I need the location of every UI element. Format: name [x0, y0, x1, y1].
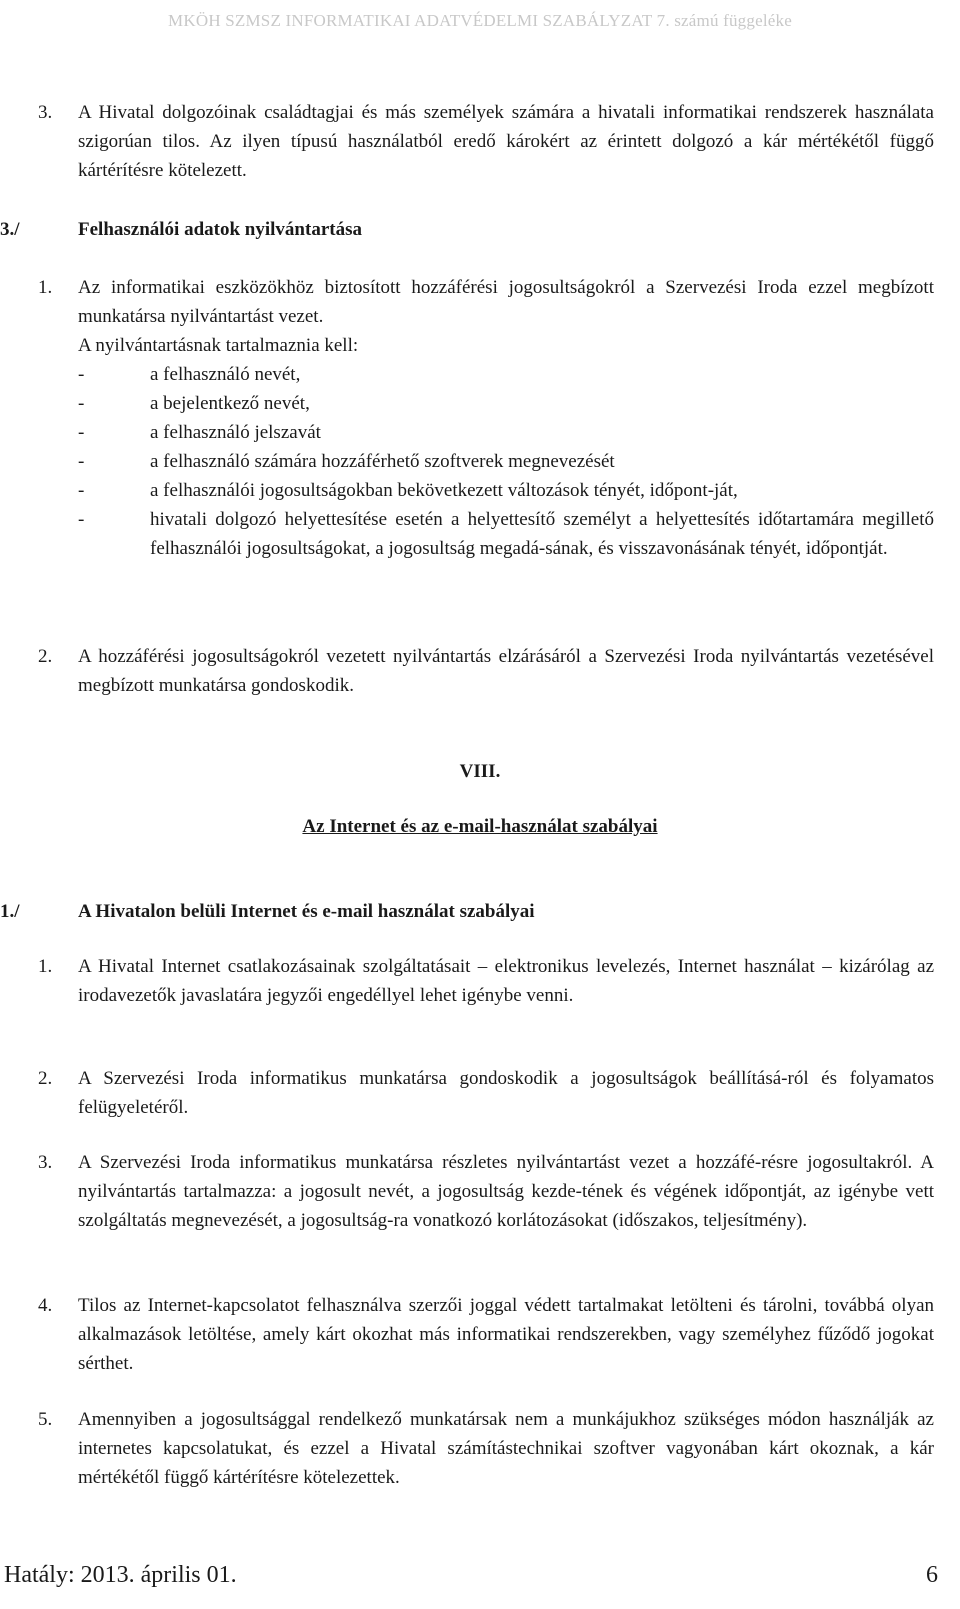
section-1-number: 1./ — [0, 901, 20, 922]
list-item-text: a felhasználó számára hozzáférhető szoftverek megnevezését — [150, 451, 615, 472]
list-item — [78, 418, 934, 447]
section-3-number: 3./ — [0, 219, 20, 240]
section-1-item-number: 1. — [38, 956, 53, 977]
list-item-text: a felhasználói jogosultságokban bekövetkezett változások tényét, időpont-ját, — [150, 480, 738, 501]
footer-effective-date: Hatály: 2013. április 01. — [4, 1562, 237, 1588]
list-item — [78, 360, 934, 389]
section-1-item-text: Tilos az Internet-kapcsolatot felhasználva szerzői joggal védett tartalmakat letölteni és tárolni, továbbá olyan alkalmazások letöltése, amely kárt okozhat más informatikai rendszerekben, vagy személyhez fűződő jogokat sérthet. — [78, 1295, 934, 1374]
chapter-number: VIII. — [459, 761, 501, 782]
section-3-item-2-text: A hozzáférési jogosultságokról vezetett nyilvántartás elzárásáról a Szervezési Iroda nyilvántartás vezetésével megbízott munkatársa gondoskodik. — [78, 646, 934, 696]
list-item-text: a bejelentkező nevét, — [150, 393, 310, 414]
section-3-item-2 — [38, 642, 934, 700]
list-item — [78, 505, 934, 563]
section-1-item-text: A Szervezési Iroda informatikus munkatársa részletes nyilvántartást vezet a hozzáfé-résre jogosultakról. A nyilvántartás tartalmazza: a jogosult nevét, a jogosultság kezde-tének és végének időpontját, az igénybe vett szolgáltatás megnevezését, a jogosultság-ra vonatkozó korlátozásokat (időszakos, teljesítmény). — [78, 1152, 934, 1231]
list-dash: - — [78, 509, 85, 530]
list-item — [78, 447, 934, 476]
page-number: 6 — [926, 1562, 938, 1588]
section-3-item-1-number: 1. — [38, 277, 53, 298]
section-1-item-number: 2. — [38, 1068, 53, 1089]
list-item — [78, 389, 934, 418]
list-dash: - — [78, 451, 85, 472]
section-3-item-1-text: Az informatikai eszközökhöz biztosított hozzáférési jogosultságokról a Szervezési Iroda ezzel megbízott munkatársa nyilvántartást vezet. — [78, 277, 934, 327]
list-item-text: a felhasználó jelszavát — [150, 422, 321, 443]
section-1-item — [38, 952, 934, 1010]
section-1-item-text: A Szervezési Iroda informatikus munkatársa gondoskodik a jogosultságok beállításá-ról és folyamatos felügyeletéről. — [78, 1068, 934, 1118]
section-1-item-number: 4. — [38, 1295, 53, 1316]
section-1-title: A Hivatalon belüli Internet és e-mail használat szabályai — [78, 901, 535, 922]
list-item — [78, 476, 934, 505]
page-header: MKÖH SZMSZ INFORMATIKAI ADATVÉDELMI SZABÁLYZAT 7. számú függeléke — [168, 11, 792, 30]
required-fields-list — [78, 360, 934, 563]
section-1-item-text: A Hivatal Internet csatlakozásainak szolgáltatásait – elektronikus levelezés, Internet használat – kizárólag az irodavezetők javaslatára jegyzői engedéllyel lehet igénybe venni. — [78, 956, 934, 1006]
section-3-title: Felhasználói adatok nyilvántartása — [78, 219, 362, 240]
list-dash: - — [78, 422, 85, 443]
list-dash: - — [78, 364, 85, 385]
list-intro: A nyilvántartásnak tartalmaznia kell: — [78, 335, 359, 356]
intro-item — [38, 98, 934, 185]
intro-item-text: A Hivatal dolgozóinak családtagjai és más személyek számára a hivatali informatikai rendszerek használata szigorúan tilos. Az ilyen típusú használatból eredő károkért az érintett dolgozó a kár mértékétől függő kártérítésre kötelezett. — [78, 102, 934, 181]
section-1-item — [38, 1291, 934, 1378]
intro-item-number: 3. — [38, 102, 53, 123]
section-3-item-2-number: 2. — [38, 646, 53, 667]
section-1-item — [38, 1148, 934, 1235]
section-1-item-number: 3. — [38, 1152, 53, 1173]
section-1-item-number: 5. — [38, 1409, 53, 1430]
section-3-item-1 — [38, 273, 934, 563]
list-item-text: a felhasználó nevét, — [150, 364, 301, 385]
list-dash: - — [78, 480, 85, 501]
list-item-text: hivatali dolgozó helyettesítése esetén a helyettesítő személyt a helyettesítés időtartamára megillető felhasználói jogosultságokat, a jogosultság megadá-sának, és visszavonásának tényét, időpontját. — [150, 509, 934, 559]
section-1-item-text: Amennyiben a jogosultsággal rendelkező munkatársak nem a munkájukhoz szükséges módon használják az internetes kapcsolatukat, és ezzel a Hivatal számítástechnikai szoftver vagyonában kárt okoznak, a kár mértékétől függő kártérítésre kötelezettek. — [78, 1409, 934, 1488]
section-1-item — [38, 1405, 934, 1492]
list-dash: - — [78, 393, 85, 414]
chapter-title: Az Internet és az e-mail-használat szabályai — [302, 816, 658, 837]
section-1-item — [38, 1064, 934, 1122]
